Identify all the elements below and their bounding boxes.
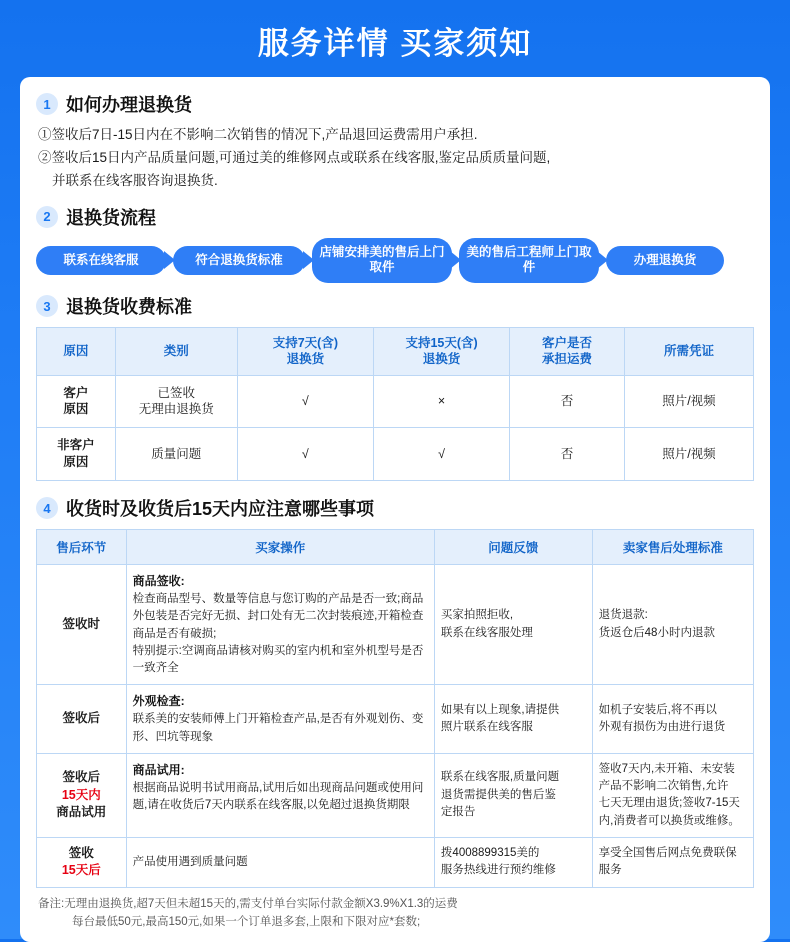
table-row xyxy=(37,685,754,754)
table-row xyxy=(37,375,754,428)
flow-step-3: 店铺安排美的售后上门取件 xyxy=(312,238,452,283)
col-proof: 所需凭证 xyxy=(624,328,753,376)
cell-category-1: 已签收 无理由退换货 xyxy=(115,375,237,428)
table-row xyxy=(37,565,754,685)
stage-label-4a: 签收 xyxy=(68,845,94,860)
table-row xyxy=(37,428,754,481)
page-title: 服务详情 买家须知 xyxy=(257,26,533,61)
operation-title-2: 外观检查: xyxy=(132,694,185,709)
col-reason: 原因 xyxy=(37,328,116,376)
col-15days: 支持15天(含) 退换货 xyxy=(373,328,509,376)
section-title-3: 退换货收费标准 xyxy=(66,297,192,318)
cell-standard-1: 退货退款: 货返仓后48小时内退款 xyxy=(592,565,753,685)
cell-proof-1: 照片/视频 xyxy=(624,375,753,428)
col-7days: 支持7天(含) 退换货 xyxy=(237,328,373,376)
cell-operation-4: 产品使用遇到质量问题 xyxy=(126,837,434,887)
stage-label-3a: 签收后 xyxy=(62,770,101,785)
table-row xyxy=(37,837,754,887)
operation-text-3: 根据商品说明书试用商品,试用后如出现商品问题或使用问题,请在收货后7天内联系在线客服,以免超过退换货期限 xyxy=(132,781,424,812)
col-feedback: 问题反馈 xyxy=(434,530,592,565)
section1-line-3: 并联系在线客服咨询退换货. xyxy=(52,172,218,188)
section-header-3 xyxy=(36,293,754,319)
section-number-1: 1 xyxy=(36,93,58,115)
section-header-2 xyxy=(36,204,754,230)
stage-label-4b: 15天后 xyxy=(61,863,101,878)
cell-freight-2: 否 xyxy=(510,428,625,481)
cell-feedback-2: 如果有以上现象,请提供 照片联系在线客服 xyxy=(434,685,592,754)
section-number-3: 3 xyxy=(36,295,58,317)
operation-title-1: 商品签收: xyxy=(132,574,185,589)
section-number-2: 2 xyxy=(36,206,58,228)
stage-label-3c: 商品试用 xyxy=(56,805,107,820)
section-title-1: 如何办理退换货 xyxy=(66,95,192,115)
footnote-line-1: 备注:无理由退换货,超7天但未超15天的,需支付单台实际付款金额X3.9%X1.3的运费 xyxy=(38,897,458,910)
cell-15days-1: × xyxy=(373,375,509,428)
cell-reason-2: 非客户 原因 xyxy=(37,428,116,481)
stage-label-3b: 15天内 xyxy=(61,787,101,802)
section-header-4 xyxy=(36,495,754,521)
cell-stage-1: 签收时 xyxy=(37,565,127,685)
cell-stage-2: 签收后 xyxy=(37,685,127,754)
operation-text-2: 联系美的安装师傅上门开箱检查产品,是否有外观划伤、变形、凹坑等现象 xyxy=(132,713,424,743)
col-seller-standard: 卖家售后处理标准 xyxy=(592,530,753,565)
content-card xyxy=(20,77,770,942)
cell-15days-2: √ xyxy=(373,428,509,481)
flow-step-1: 联系在线客服 xyxy=(36,246,166,276)
cell-feedback-3: 联系在线客服,质量问题 退货需提供美的售后鉴 定报告 xyxy=(434,753,592,837)
flow-step-5: 办理退换货 xyxy=(606,246,724,276)
col-buyer-operation: 买家操作 xyxy=(126,530,434,565)
section1-line-2: ②签收后15日内产品质量问题,可通过美的维修网点或联系在线客服,鉴定品质质量问题, xyxy=(38,149,551,165)
section-number-4: 4 xyxy=(36,497,58,519)
table-header-row xyxy=(37,530,754,565)
cell-operation-2 xyxy=(126,685,434,754)
flow-step-4: 美的售后工程师上门取件 xyxy=(459,238,599,283)
table-header-row xyxy=(37,328,754,376)
cell-reason-1: 客户 原因 xyxy=(37,375,116,428)
operation-title-3: 商品试用: xyxy=(132,762,185,777)
cell-stage-3 xyxy=(37,753,127,837)
fee-standard-table xyxy=(36,327,754,481)
flow-step-2: 符合退换货标准 xyxy=(173,246,305,276)
section1-line-1: ①签收后7日-15日内在不影响二次销售的情况下,产品退回运费需用户承担. xyxy=(38,127,478,142)
col-category: 类别 xyxy=(115,328,237,376)
section-header-1 xyxy=(36,91,754,117)
cell-standard-4: 享受全国售后网点免费联保 服务 xyxy=(592,837,753,887)
section-title-4: 收货时及收货后15天内应注意哪些事项 xyxy=(66,499,375,520)
aftersale-table xyxy=(36,529,754,888)
footnote-line-2: 每台最低50元,最高150元,如果一个订单退多套,上限和下限对应*套数; xyxy=(72,916,421,929)
cell-category-2: 质量问题 xyxy=(115,428,237,481)
footnote xyxy=(36,895,754,932)
cell-stage-4 xyxy=(37,837,127,887)
cell-freight-1: 否 xyxy=(510,375,625,428)
col-freight: 客户是否 承担运费 xyxy=(510,328,625,376)
cell-feedback-4: 拨4008899315美的 服务热线进行预约维修 xyxy=(434,837,592,887)
section-title-2: 退换货流程 xyxy=(66,207,156,228)
cell-operation-3 xyxy=(126,753,434,837)
col-stage: 售后环节 xyxy=(37,530,127,565)
cell-standard-3: 签收7天内,未开箱、未安装 产品不影响二次销售,允许 七天无理由退货;签收7-15天 内,消费者可以换货或维修。 xyxy=(592,753,753,837)
cell-operation-1: 商品签收: 检查商品型号、数量等信息与您订购的产品是否一致;商品外包装是否完好无损、封口处有无二次封装痕迹,开箱检查商品是否有破损; 特别提示:空调商品请核对购买的室内机和室外机型号是否一致齐全 xyxy=(126,565,434,685)
cell-proof-2: 照片/视频 xyxy=(624,428,753,481)
cell-feedback-1: 买家拍照拒收, 联系在线客服处理 xyxy=(434,565,592,685)
return-flow xyxy=(36,238,754,283)
table-row xyxy=(37,753,754,837)
cell-7days-2: √ xyxy=(237,428,373,481)
cell-7days-1: √ xyxy=(237,375,373,428)
cell-standard-2: 如机子安装后,将不再以 外观有损伤为由进行退货 xyxy=(592,685,753,754)
